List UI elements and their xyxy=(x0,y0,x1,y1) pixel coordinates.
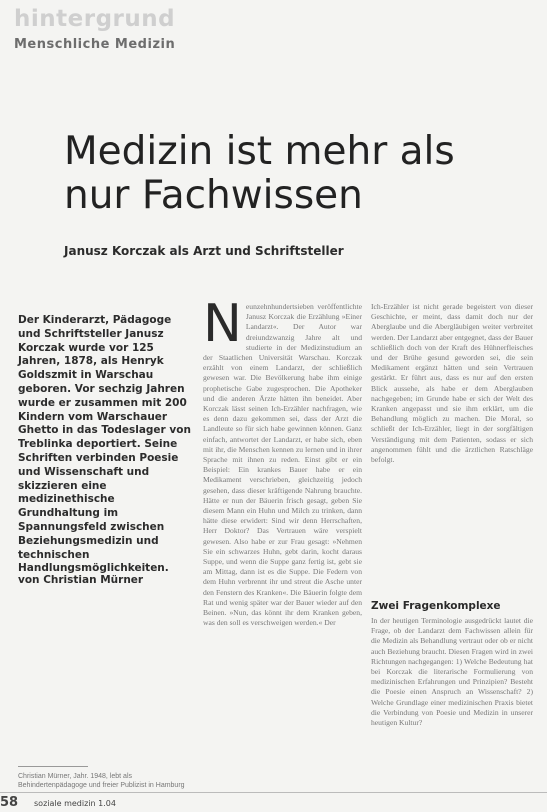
magazine-name: soziale medizin 1.04 xyxy=(34,799,116,808)
article-intro: Der Kinderarzt, Pädagoge und Schriftsteller Janusz Korczak wurde vor 125 Jahren, 1878, als Henryk Goldszmit in Warschau geboren. Vor sechzig Jahren wurde er zusammen mit 200 Kindern vom Warschauer Ghetto in das Todeslager von Treblinka deportiert. Seine Schriften verbinden Poesie und Wissenschaft und skizzieren eine medizinethische Grundhaltung im Spannungsfeld zwischen Beziehungsmedizin und technischen Handlungsmöglichkeiten. xyxy=(18,314,191,575)
body-column-2-text: eunzehnhundertsieben veröffentlichte Janusz Korczak die Erzählung »Einer Landarzt«. Der Autor war dreiundzwanzig Jahre alt und studierte in der Medizinstudium an der Staatlichen Universität Warschau. Korczak erzählt von einem Landarzt, der schließlich gewesen war. Die Bevölkerung habe ihm einige prophetische Gabe zugesprochen. Die Apotheker und die anderen Ärzte hätten ihn beneidet. Aber Korczak lässt seinen Ich-Erzähler nachfragen, wie es denn dazu gekommen sei, dass der Arzt die Landleute so für sich habe gewinnen können. Ganz einfach, antwortet der Landarzt, er habe sich, eben mit ihr, die Menschen kennen zu lernen und in ihrer Sprache mit ihnen zu reden. Einst gibt er ein Beispiel: Ein krankes Bauer habe er ein Medikament verschrieben, gleichzeitig jedoch gesehen, dass dieser kräftigende Nahrung brauchte. Hätte er nun der Bäuerin frisch gesagt, geben Sie diesem Mann ein Huhn und Milch zu trinken, dann hätte diese erwidert: Sind wir denn Herrschaften, Herr Doktor? Das Vertrauen wäre verspielt gewesen. Also habe er zur Frau gesagt: »Nehmen Sie ein schwarzes Huhn, gebt darin, kocht daraus Suppe, und wenn die Suppe ganz fertig ist, gebt sie am Mittag, dann ist es die Suppe. Die Federn von dem Huhn verbrennt ihr und streut die Asche unter den Fenstern des Kranken«. Die Bäuerin folgte dem Rat und wenig später war der Bauer wieder auf den Beinen. »Nun, das könnt ihr dem Kranken geben, was den soll es verschweigen werden.« Der xyxy=(203,302,362,628)
author-caption: Christian Mürner, Jahr. 1948, lebt als Behindertenpädagoge und freier Publizist in Hamburg xyxy=(18,773,185,789)
article-title-line-1: Medizin ist mehr als xyxy=(64,129,455,174)
body-column-3-continued: In der heutigen Terminologie ausgedrückt lautet die Frage, ob der Landarzt dem Fachwissen allein für die Medizin als Behandlung vertraut oder ob er nicht auch Beziehung braucht. Diesen Fragen wird in zwei Richtungen nachgegangen: 1) Welche Bedeutung hat bei Korczak die literarische Formulierung von medizinischen Erfahrungen und Prinzipien? Besteht die Poesie einen Anspruch an Wissenschaft? 2) Welche Grundlage einer medizinischen Praxis bietet die Verbindung von Poesie und Medizin in unserer heutigen Kultur? xyxy=(371,616,533,728)
drop-cap: N xyxy=(203,294,242,354)
column-heading: Zwei Fragenkomplexe xyxy=(371,600,501,612)
section-kicker: hintergrund xyxy=(14,6,176,32)
article-author: von Christian Mürner xyxy=(18,574,144,586)
body-column-2 xyxy=(203,294,362,629)
article-title-line-2: nur Fachwissen xyxy=(64,173,363,218)
article-subtitle: Janusz Korczak als Arzt und Schriftsteller xyxy=(64,244,344,258)
page-number: 58 xyxy=(0,795,19,810)
body-column-3: Ich-Erzähler ist nicht gerade begeistert von dieser Geschichte, er meint, dass damit doch nur der Aberglaube und die Abergläubigen weiter verbreitet werden. Der Landarzt aber entgegnet, dass der Bauer schließlich doch von der Kraft des Hühnerfleisches und der Brühe gesund geworden sei, die sein Medikament ergänzt hätten und sein Vertrauen gestärkt. Er führt aus, dass es nur auf den ersten Blick aussehe, als habe er dem Aberglauben nachgegeben; im Grunde habe er sich der Welt des Kranken angepasst und sie ihm erklärt, um die Behandlung möglich zu machen. Die Moral, so schließt der Ich-Erzähler, liegt in der sorgfältigen Verständigung mit dem Patienten, sodass er sich angenommen fühlt und die ärztlichen Ratschläge befolgt. xyxy=(371,302,533,465)
caption-rule xyxy=(18,766,88,767)
section-name: Menschliche Medizin xyxy=(14,37,176,52)
footer-rule xyxy=(0,792,547,793)
article-title xyxy=(64,130,484,218)
